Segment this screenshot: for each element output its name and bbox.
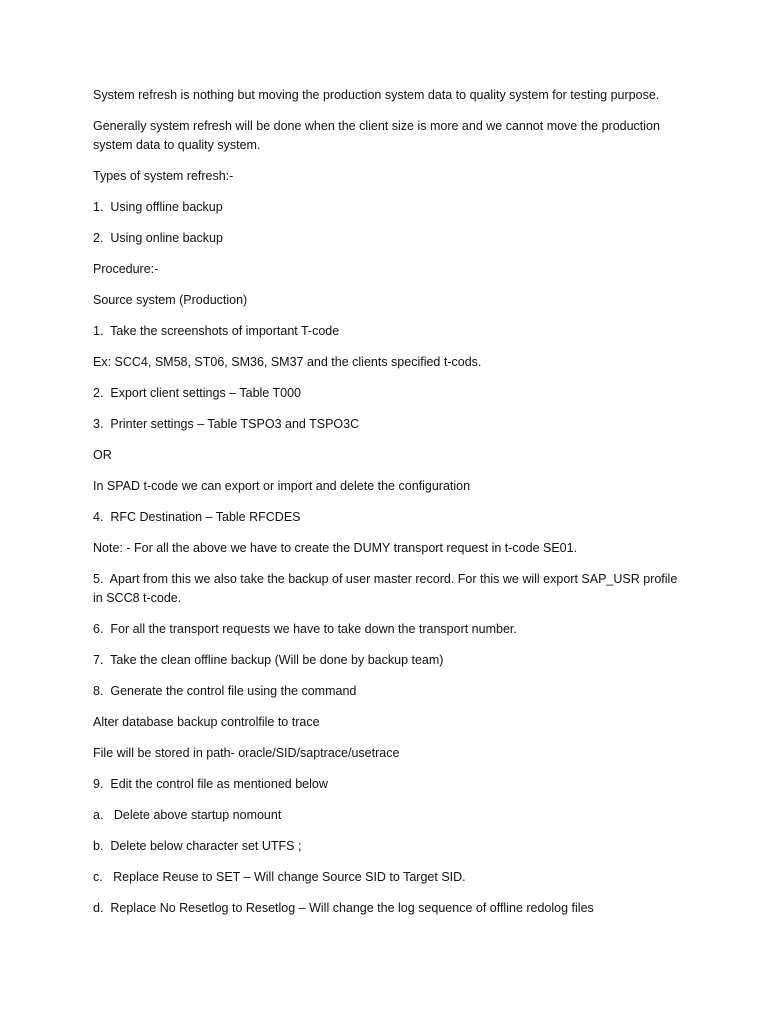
paragraph-file-path: File will be stored in path- oracle/SID/saptrace/usetrace — [93, 746, 400, 760]
list-item-step-1: 1. Take the screenshots of important T-code — [93, 324, 340, 338]
paragraph-types-heading: Types of system refresh:- — [93, 169, 234, 183]
list-item-step-4: 4. RFC Destination – Table RFCDES — [93, 510, 301, 524]
list-item-step-9: 9. Edit the control file as mentioned below — [93, 777, 328, 791]
list-item-sub-a: a. Delete above startup nomount — [93, 808, 282, 822]
list-item-sub-c: c. Replace Reuse to SET – Will change Source SID to Target SID. — [93, 870, 466, 884]
list-item-sub-d: d. Replace No Resetlog to Resetlog – Will change the log sequence of offline redolog files — [93, 901, 594, 915]
list-item-sub-b: b. Delete below character set UTFS ; — [93, 839, 302, 853]
paragraph-command: Alter database backup controlfile to trace — [93, 715, 320, 729]
paragraph-procedure-heading: Procedure:- — [93, 262, 159, 276]
paragraph-source-system: Source system (Production) — [93, 293, 248, 307]
list-item-online-backup: 2. Using online backup — [93, 231, 223, 245]
paragraph-intro: System refresh is nothing but moving the production system data to quality system for testing purpose. — [93, 88, 660, 102]
list-item-step-5: 5. Apart from this we also take the backup of user master record. For this we will export SAP_USR profile in SCC8 t-code. — [93, 572, 681, 605]
paragraph-or: OR — [93, 448, 112, 462]
paragraph-general: Generally system refresh will be done when the client size is more and we cannot move the production system data to quality system. — [93, 119, 664, 152]
list-item-step-3: 3. Printer settings – Table TSPO3 and TSPO3C — [93, 417, 360, 431]
list-item-step-7: 7. Take the clean offline backup (Will be done by backup team) — [93, 653, 444, 667]
paragraph-example-tcodes: Ex: SCC4, SM58, ST06, SM36, SM37 and the clients specified t-cods. — [93, 355, 482, 369]
list-item-offline-backup: 1. Using offline backup — [93, 200, 223, 214]
list-item-step-8: 8. Generate the control file using the command — [93, 684, 357, 698]
list-item-step-2: 2. Export client settings – Table T000 — [93, 386, 301, 400]
document-body — [93, 86, 681, 930]
paragraph-note: Note: - For all the above we have to create the DUMY transport request in t-code SE01. — [93, 541, 578, 555]
paragraph-spad: In SPAD t-code we can export or import and delete the configuration — [93, 479, 471, 493]
list-item-step-6: 6. For all the transport requests we have to take down the transport number. — [93, 622, 517, 636]
